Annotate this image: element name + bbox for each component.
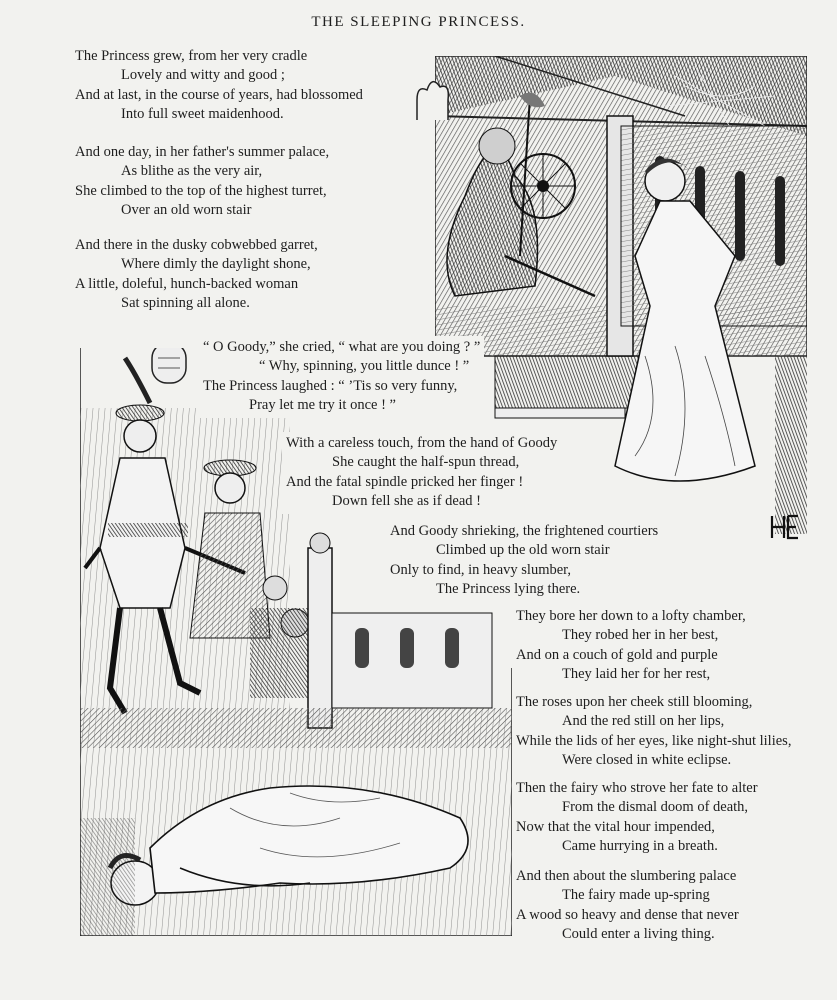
verse-line: The Princess laughed : “ ’Tis so very funny, [203, 377, 458, 394]
verse-line: Lovely and witty and good ; [121, 67, 285, 84]
verse-line: And one day, in her father's summer palace, [75, 144, 330, 160]
verse-line: Came hurrying in a breath. [562, 838, 718, 855]
verse-line: They laid her for her rest, [562, 666, 711, 683]
stanza-4 [199, 336, 484, 418]
verse-line: The Princess grew, from her very cradle [75, 48, 308, 64]
verse-line: And at last, in the course of years, had blossomed [75, 86, 363, 103]
stanza-6 [386, 520, 662, 602]
verse-line: Were closed in white eclipse. [562, 752, 732, 769]
verse-line: They bore her down to a lofty chamber, [516, 608, 746, 624]
verse-line: “ O Goody,” she cried, “ what are you doing ? ” [203, 339, 481, 355]
verse-line: The fairy made up-spring [562, 887, 710, 904]
stanza-3 [75, 236, 318, 314]
stanza-9 [516, 779, 758, 857]
engraver-monogram-icon [768, 512, 802, 542]
verse-line: They robed her in her best, [562, 627, 719, 644]
verse-line: And the red still on her lips, [562, 713, 725, 730]
verse-line: And there in the dusky cobwebbed garret, [75, 237, 318, 253]
verse-line: And Goody shrieking, the frightened courtiers [390, 523, 659, 539]
verse-line: Down fell she as if dead ! [332, 493, 481, 510]
stanza-7 [516, 607, 746, 685]
verse-line: With a careless touch, from the hand of Goody [286, 435, 558, 451]
verse-line: Then the fairy who strove her fate to alter [516, 780, 758, 796]
verse-line: Climbed up the old worn stair [436, 542, 610, 559]
stanza-8 [516, 693, 791, 771]
verse-line: Where dimly the daylight shone, [121, 256, 311, 273]
page-title: THE SLEEPING PRINCESS. [311, 14, 526, 30]
verse-line: Now that the vital hour impended, [516, 818, 715, 835]
verse-line: Could enter a living thing. [562, 926, 715, 943]
verse-line: While the lids of her eyes, like night-shut lilies, [516, 732, 792, 749]
verse-line: From the dismal doom of death, [562, 799, 749, 816]
ornament-icon [412, 75, 452, 125]
verse-line: And then about the slumbering palace [516, 868, 737, 884]
verse-line: A wood so heavy and dense that never [516, 906, 739, 923]
verse-line: Over an old worn stair [121, 202, 252, 219]
stanza-5 [282, 432, 561, 514]
verse-line: As blithe as the very air, [121, 163, 263, 180]
verse-line: “ Why, spinning, you little dunce ! ” [259, 358, 470, 375]
verse-line: A little, doleful, hunch-backed woman [75, 275, 299, 292]
verse-line: Into full sweet maidenhood. [121, 106, 284, 123]
verse-line: And the fatal spindle pricked her finger ! [286, 473, 524, 490]
stanza-1 [75, 47, 363, 125]
verse-line: She climbed to the top of the highest turret, [75, 182, 327, 199]
verse-line: Pray let me try it once ! ” [249, 397, 396, 414]
stanza-10 [516, 867, 739, 945]
stanza-2 [75, 143, 329, 221]
verse-line: Only to find, in heavy slumber, [390, 561, 572, 578]
verse-line: Sat spinning all alone. [121, 295, 250, 312]
verse-line: The Princess lying there. [436, 581, 581, 598]
verse-line: The roses upon her cheek still blooming, [516, 694, 753, 710]
verse-line: She caught the half-spun thread, [332, 454, 520, 471]
verse-line: And on a couch of gold and purple [516, 646, 718, 663]
